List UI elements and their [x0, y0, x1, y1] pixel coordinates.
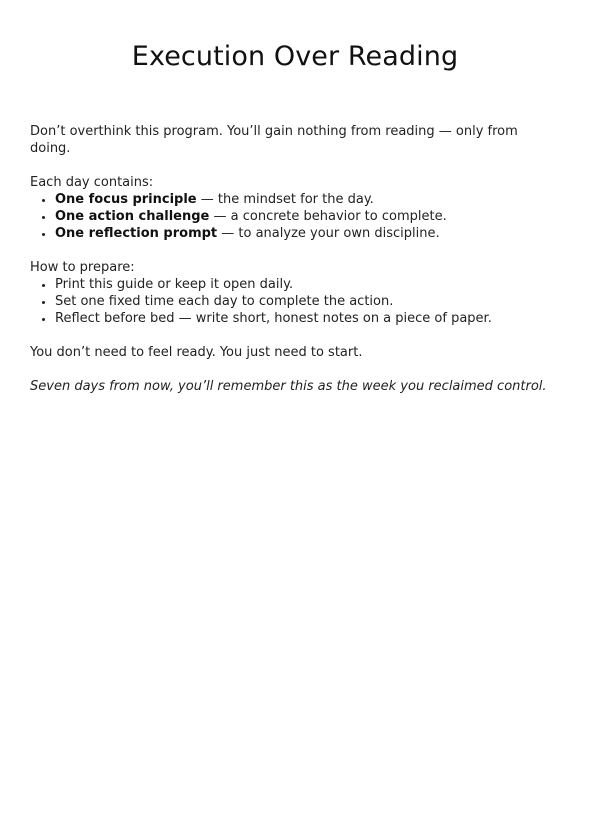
- list-item: [55, 208, 562, 225]
- closing-paragraph: Seven days from now, you’ll remember this as the week you reclaimed control.: [30, 379, 547, 394]
- list-item: • Set one fixed time each day to complete the action.: [55, 293, 562, 310]
- item-text: — the mindset for the day.: [196, 192, 374, 207]
- list-item: [55, 191, 562, 208]
- item-bold: One action challenge: [55, 209, 210, 224]
- item-text: — a concrete behavior to complete.: [209, 209, 447, 224]
- list-item: • Print this guide or keep it open daily.: [55, 276, 562, 293]
- contains-heading: Each day contains:: [30, 175, 154, 190]
- contains-list: [30, 191, 562, 242]
- document-body: [30, 123, 562, 395]
- prepare-list: [30, 276, 562, 327]
- item-text: — to analyze your own discipline.: [217, 226, 440, 241]
- item-bold: One reflection prompt: [55, 226, 218, 241]
- intro-paragraph: Don’t overthink this program. You’ll gain nothing from reading — only from doing.: [30, 124, 518, 156]
- page-title: Execution Over Reading: [131, 41, 459, 72]
- item-bold: One focus principle: [55, 192, 197, 207]
- ready-paragraph: You don’t need to feel ready. You just need to start.: [30, 345, 363, 360]
- list-item: • Reflect before bed — write short, honest notes on a piece of paper.: [55, 310, 562, 327]
- prepare-heading: How to prepare:: [30, 260, 135, 275]
- list-item: [55, 225, 562, 242]
